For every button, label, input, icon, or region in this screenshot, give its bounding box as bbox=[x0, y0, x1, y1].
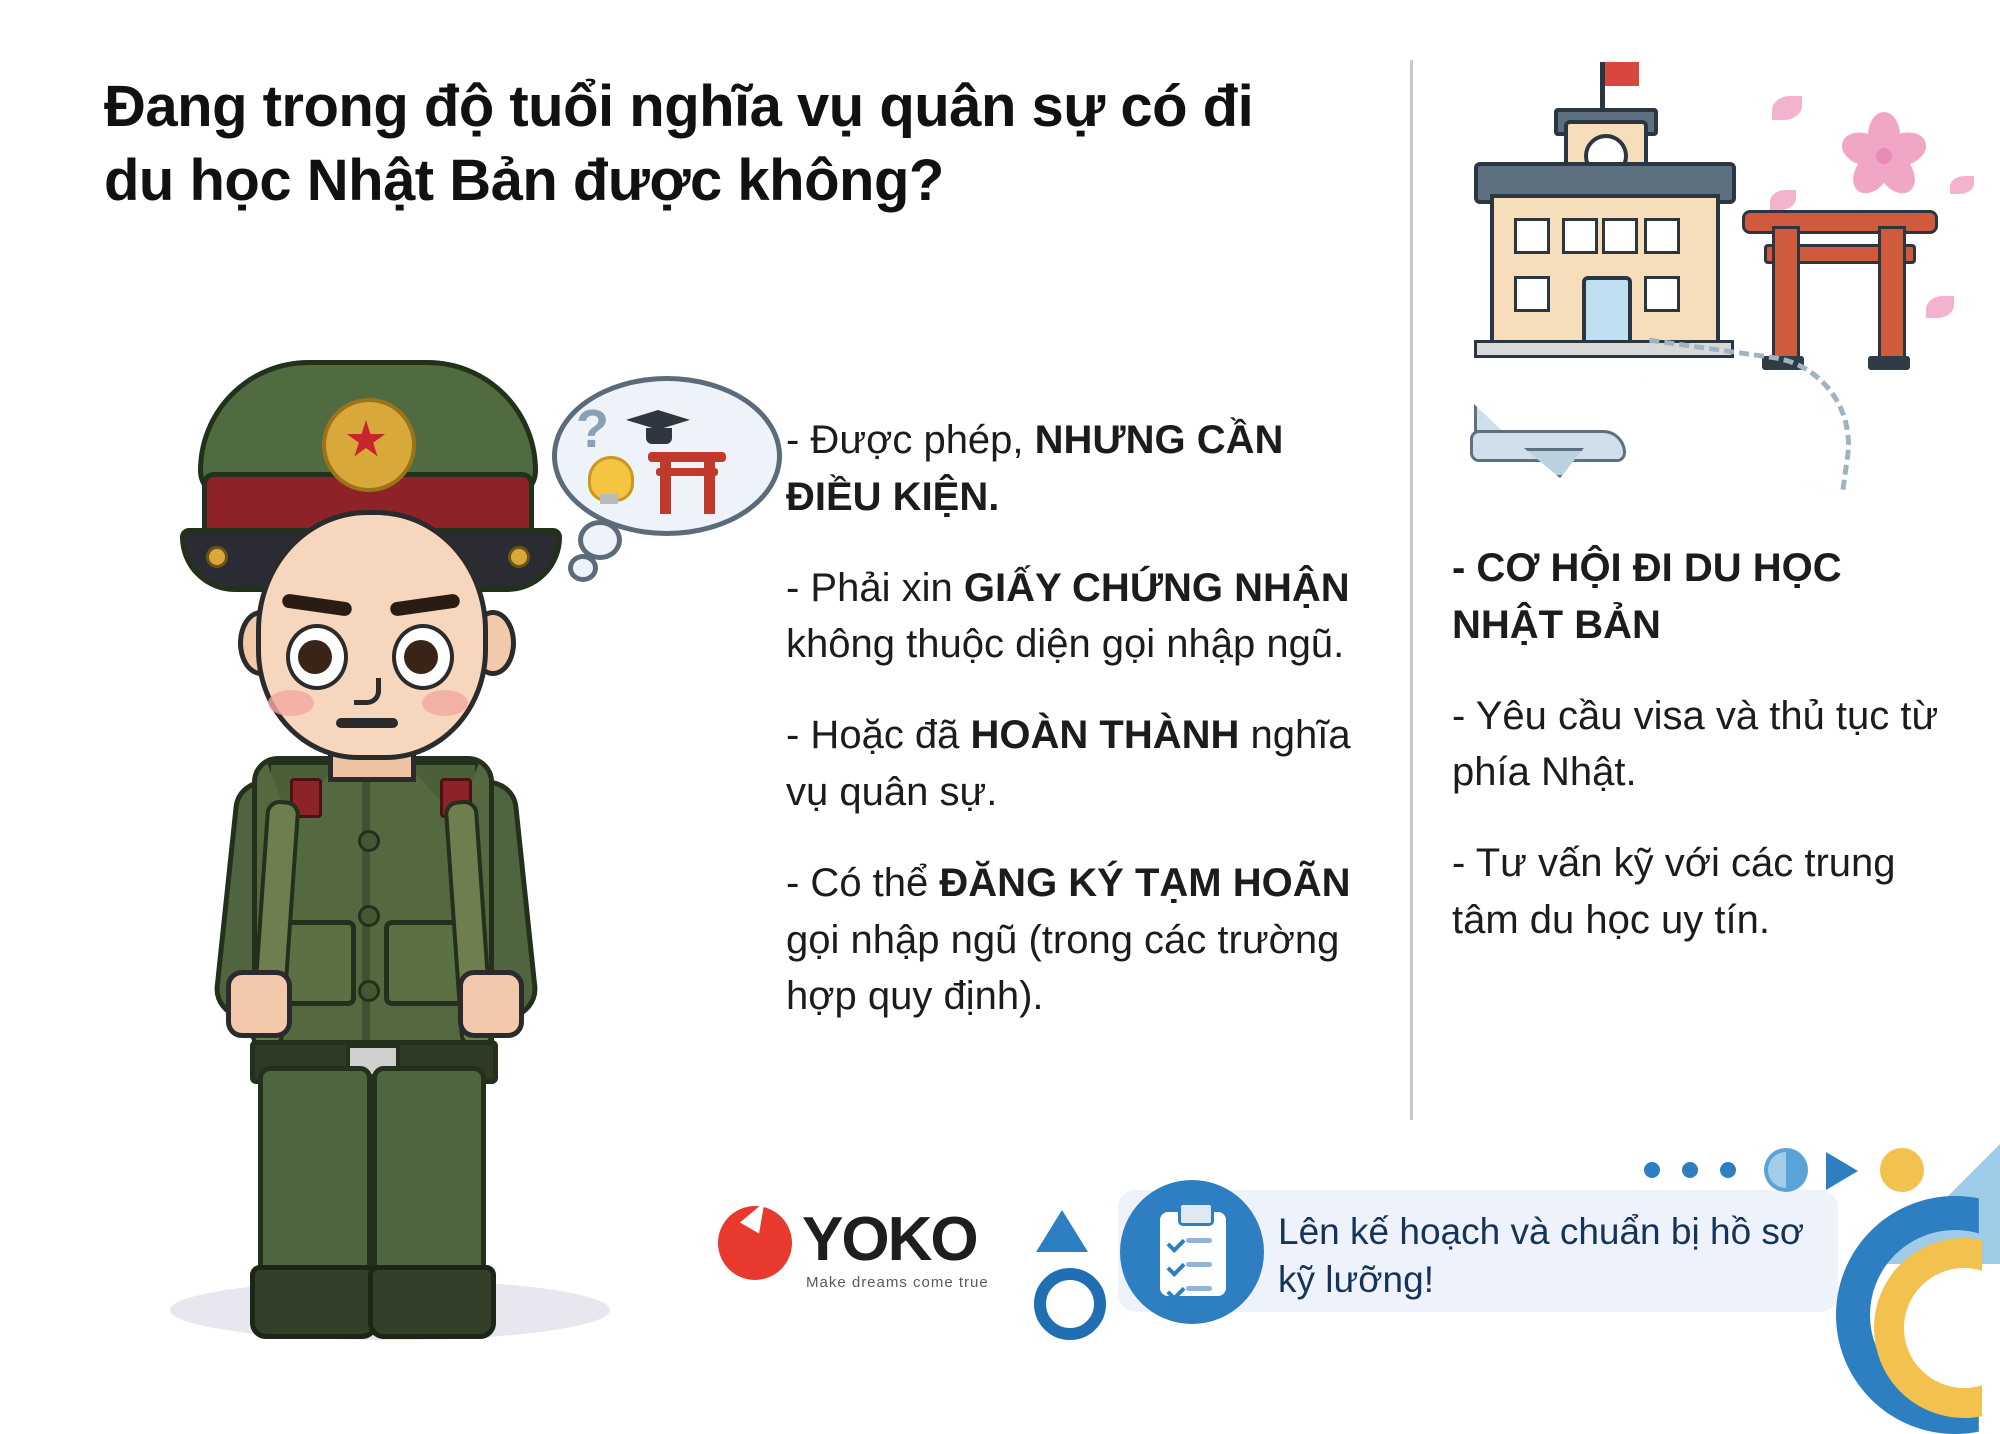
uniform-button bbox=[358, 980, 380, 1002]
list-item-suffix: không thuộc diện gọi nhập ngũ. bbox=[786, 622, 1345, 667]
list-item: - Yêu cầu visa và thủ tục từ phía Nhật. bbox=[1452, 693, 1939, 795]
left-hand bbox=[226, 970, 292, 1038]
list-item-prefix: - Được phép, bbox=[786, 418, 1035, 462]
brand-tagline: Make dreams come true bbox=[806, 1274, 989, 1291]
cherry-petal-icon bbox=[1950, 176, 1974, 194]
list-item-bold: HOÀN THÀNH bbox=[970, 713, 1240, 758]
circle-yellow-icon bbox=[1880, 1148, 1924, 1192]
left-text-column bbox=[786, 412, 1386, 1059]
play-triangle-icon bbox=[1826, 1152, 1858, 1190]
checklist-line bbox=[1186, 1286, 1212, 1291]
torii-gate-icon bbox=[648, 452, 726, 514]
uniform-button bbox=[358, 905, 380, 927]
list-item bbox=[786, 707, 1386, 821]
dot-icon bbox=[1682, 1162, 1698, 1178]
list-item-prefix: - Hoặc đã bbox=[786, 713, 971, 758]
list-item-bold: ĐĂNG KÝ TẠM HOÃN bbox=[939, 860, 1351, 905]
school-building-icon bbox=[1450, 100, 1750, 350]
right-cheek-blush bbox=[422, 690, 468, 716]
list-item-bold: GIẤY CHỨNG NHẬN bbox=[963, 565, 1350, 610]
checklist-clip bbox=[1178, 1202, 1214, 1226]
column-divider bbox=[1410, 60, 1413, 1120]
left-pupil bbox=[298, 640, 332, 674]
cherry-petal-icon bbox=[1772, 96, 1802, 120]
mouth bbox=[336, 718, 398, 728]
dot-icon bbox=[1644, 1162, 1660, 1178]
torii-gate-icon bbox=[1742, 210, 1932, 370]
thought-bubble-dot bbox=[568, 554, 598, 582]
list-item bbox=[786, 560, 1386, 674]
list-item-suffix: gọi nhập ngũ (trong các trường hợp quy định). bbox=[786, 917, 1340, 1019]
cherry-petal-icon bbox=[1926, 296, 1954, 318]
ring-marker-icon bbox=[1034, 1268, 1106, 1340]
list-item-bold: NHƯNG CẦN ĐIỀU KIỆN. bbox=[786, 418, 1284, 519]
list-item-prefix: - Có thể bbox=[786, 860, 940, 905]
left-boot bbox=[250, 1265, 378, 1339]
uniform-button bbox=[358, 830, 380, 852]
right-boot bbox=[368, 1265, 496, 1339]
school-window bbox=[1602, 218, 1638, 254]
checklist-line bbox=[1186, 1262, 1212, 1267]
brand-name: YOKO bbox=[802, 1205, 977, 1274]
school-window bbox=[1562, 218, 1598, 254]
question-mark-icon: ? bbox=[576, 399, 609, 459]
triangle-marker-icon bbox=[1036, 1210, 1088, 1252]
decorative-dots-row bbox=[1644, 1148, 1944, 1194]
list-item-prefix: - Phải xin bbox=[786, 565, 964, 610]
school-window bbox=[1514, 276, 1550, 312]
cherry-blossom-icon bbox=[1838, 110, 1930, 202]
list-item-suffix: nghĩa vụ quân sự. bbox=[786, 713, 1351, 814]
school-window bbox=[1514, 218, 1550, 254]
airplane-icon bbox=[1470, 400, 1620, 480]
graduation-cap-base bbox=[646, 428, 672, 444]
right-text-column bbox=[1452, 540, 1952, 983]
list-item bbox=[786, 855, 1386, 1025]
soldier-illustration bbox=[140, 360, 640, 1350]
dot-icon bbox=[1720, 1162, 1736, 1178]
page-title: Đang trong độ tuổi nghĩa vụ quân sự có đi du học Nhật Bản được không? bbox=[104, 74, 1254, 214]
cta-text: Lên kế hoạch và chuẩn bị hồ sơ kỹ lưỡng! bbox=[1278, 1211, 1805, 1301]
left-cheek-blush bbox=[268, 690, 314, 716]
right-pupil bbox=[404, 640, 438, 674]
list-item: - Tư vấn kỹ với các trung tâm du học uy tín. bbox=[1452, 841, 1896, 942]
school-window bbox=[1644, 218, 1680, 254]
lightbulb-base bbox=[600, 494, 618, 504]
list-item bbox=[786, 412, 1386, 526]
cap-rivet-right bbox=[508, 546, 530, 568]
school-window bbox=[1644, 276, 1680, 312]
circle-blue-icon bbox=[1764, 1148, 1808, 1192]
right-hand bbox=[458, 970, 524, 1038]
flag-icon bbox=[1605, 62, 1639, 86]
checklist-line bbox=[1186, 1238, 1212, 1243]
section-heading: - CƠ HỘI ĐI DU HỌC NHẬT BẢN bbox=[1452, 546, 1842, 647]
brand-logo[interactable] bbox=[718, 1200, 1008, 1300]
cap-rivet-left bbox=[206, 546, 228, 568]
cherry-petal-icon bbox=[1770, 190, 1796, 210]
